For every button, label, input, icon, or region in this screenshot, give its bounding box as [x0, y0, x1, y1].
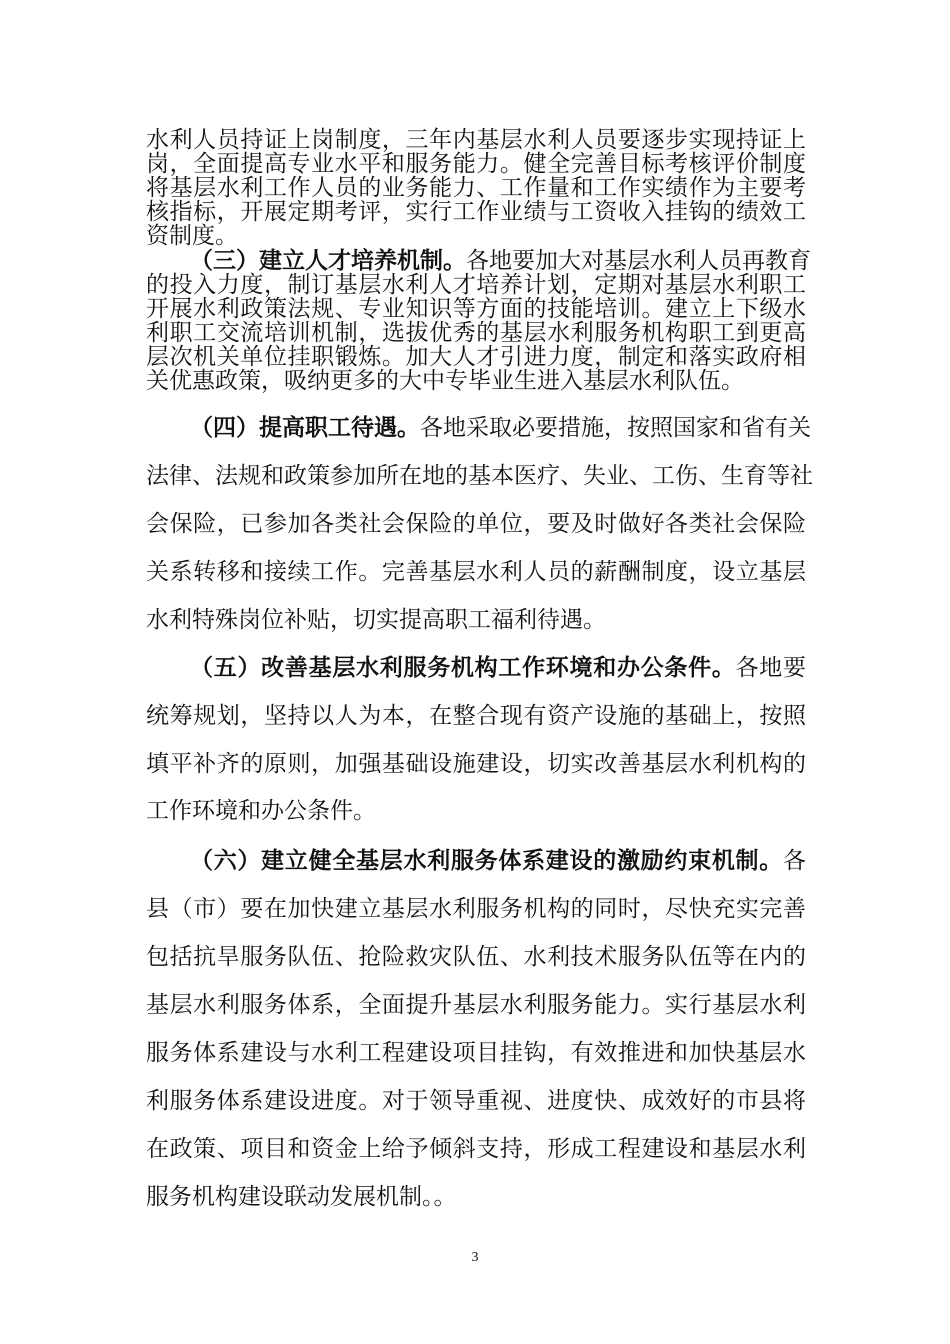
text-line: 关优惠政策，吸纳更多的大中专毕业生进入基层水利队伍。	[146, 368, 744, 394]
text-line: 县（市）要在加快建立基层水利服务机构的同时，尽快充实完善	[146, 896, 806, 922]
text-run: 各地要加大对基层水利人员再教育	[466, 248, 811, 274]
text-line: 将基层水利工作人员的业务能力、工作量和工作实绩作为主要考	[146, 175, 806, 201]
text-line: 统筹规划，坚持以人为本，在整合现有资产设施的基础上，按照	[146, 703, 806, 729]
paragraph-first-line	[190, 847, 806, 875]
text-run: 各地采取必要措施，按照国家和省有关	[420, 415, 811, 441]
page-number: 3	[471, 1250, 479, 1265]
paragraph-first-line	[190, 247, 811, 274]
text-line: 关系转移和接续工作。完善基层水利人员的薪酬制度，设立基层	[146, 559, 806, 585]
text-line: 的投入力度，制订基层水利人才培养计划，定期对基层水利职工	[146, 272, 806, 298]
text-run: 各	[783, 848, 806, 874]
text-line: 在政策、项目和资金上给予倾斜支持，形成工程建设和基层水利	[146, 1136, 806, 1162]
paragraph-first-line	[190, 414, 811, 442]
text-line: 水利人员持证上岗制度，三年内基层水利人员要逐步实现持证上	[146, 127, 806, 153]
text-line: 包括抗旱服务队伍、抢险救灾队伍、水利技术服务队伍等在内的	[146, 944, 806, 970]
text-line: 水利特殊岗位补贴，切实提高职工福利待遇。	[146, 607, 606, 633]
section-heading: （三）建立人才培养机制。	[190, 247, 466, 274]
text-run: 各地要	[735, 655, 807, 681]
text-line: 层次机关单位挂职锻炼。加大人才引进力度，制定和落实政府相	[146, 344, 806, 370]
section-heading: （六）建立健全基层水利服务体系建设的激励约束机制。	[190, 847, 783, 874]
text-line: 填平补齐的原则，加强基础设施建设，切实改善基层水利机构的	[146, 751, 806, 777]
paragraph-first-line	[190, 654, 806, 682]
text-line: 服务体系建设与水利工程建设项目挂钩，有效推进和加快基层水	[146, 1040, 806, 1066]
text-line: 基层水利服务体系，全面提升基层水利服务能力。实行基层水利	[146, 992, 806, 1018]
section-heading: （五）改善基层水利服务机构工作环境和办公条件。	[190, 654, 736, 681]
text-line: 法律、法规和政策参加所在地的基本医疗、失业、工伤、生育等社	[146, 463, 813, 489]
text-line: 资制度。	[146, 223, 238, 249]
text-line: 会保险，已参加各类社会保险的单位，要及时做好各类社会保险	[146, 511, 806, 537]
text-line: 岗，全面提高专业水平和服务能力。健全完善目标考核评价制度	[146, 151, 806, 177]
text-line: 开展水利政策法规、专业知识等方面的技能培训。建立上下级水	[146, 296, 806, 322]
section-heading: （四）提高职工待遇。	[190, 414, 420, 441]
text-line: 核指标，开展定期考评，实行工作业绩与工资收入挂钩的绩效工	[146, 199, 806, 225]
text-line: 工作环境和办公条件。	[146, 798, 376, 824]
text-line: 利服务体系建设进度。对于领导重视、进度快、成效好的市县将	[146, 1088, 806, 1114]
text-line: 利职工交流培训机制，选拔优秀的基层水利服务机构职工到更高	[146, 320, 806, 346]
text-line: 服务机构建设联动发展机制。。	[146, 1184, 457, 1210]
